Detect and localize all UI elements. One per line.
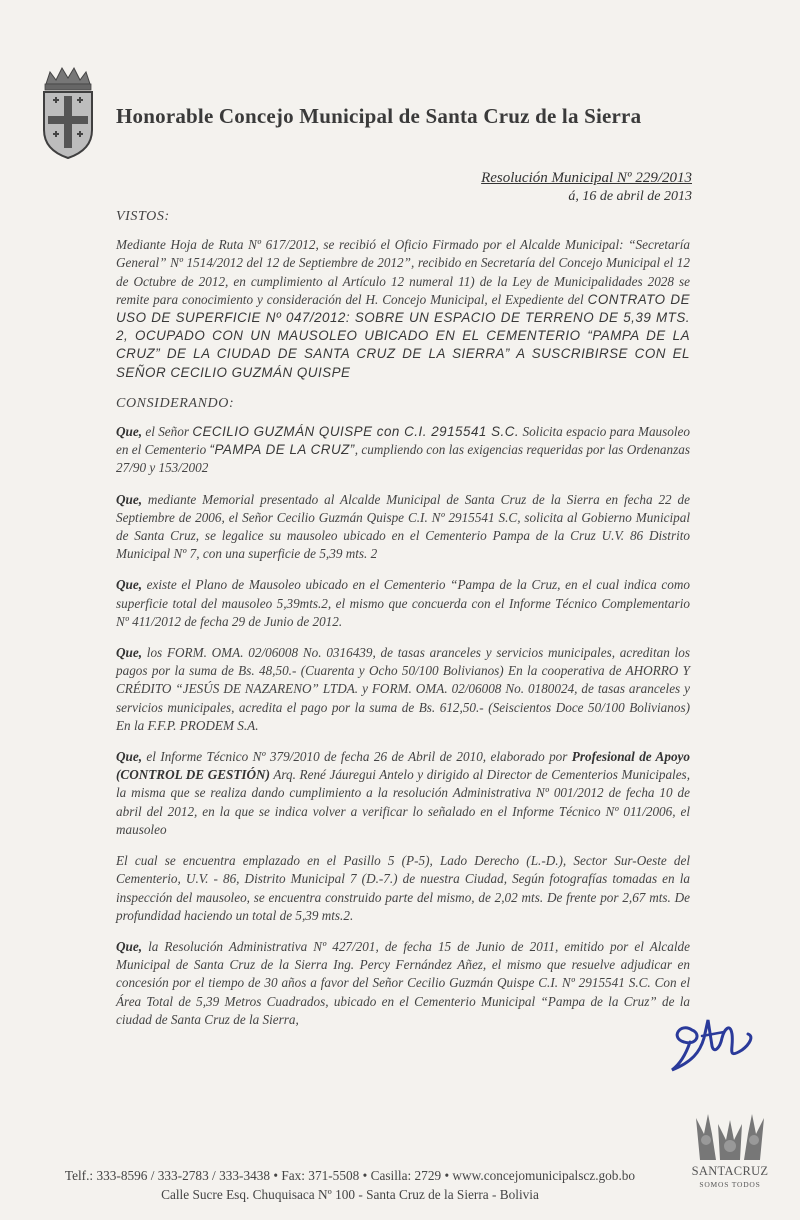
- considerando-paragraph-2: [116, 491, 690, 564]
- considerando-paragraph-6: El cual se encuentra emplazado en el Pasillo 5 (P-5), Lado Derecho (L.-D.), Sector Sur-Oeste del Cementerio, U.V. - 86, Distrito Municipal 7 (D.-7.) de nuestra Ciudad, Según fotografías tomadas en la inspección del mausoleo, se encuentra construido parte del mismo, de 2,02 mts. De frente por 2,67 mts. De profundidad haciendo un total de 5,39 mts.2.: [116, 853, 690, 923]
- considerando-heading: CONSIDERANDO:: [116, 395, 235, 411]
- document-body: [116, 208, 690, 1042]
- que-label: Que,: [116, 491, 143, 507]
- p7-text: la Resolución Administrativa Nº 427/201, de fecha 15 de Junio de 2011, emitido por el Alcalde Municipal de Santa Cruz de la Sierra Ing. Percy Fernández Añez, el mismo que resuelve adjudicar en concesión por el tiempo de 30 años a favor del Señor Cecilio Guzmán Quispe C.I. Nº 2915541 S.C. Con el Área Total de 5,39 Metros Cuadrados, ubicado en el Cementerio Municipal “Pampa de la Cruz” de la ciudad de Santa Cruz de la Sierra,: [116, 938, 690, 1027]
- p4-text: los FORM. OMA. 02/06008 No. 0316439, de tasas aranceles y servicios municipales, acreditan los pagos por la suma de Bs. 48,50.- (Cuarenta y Ocho 50/100 Bolivianos) En la cooperativa de AHORRO Y CRÉDITO “JESÚS DE NAZARENO” LTDA. y FORM. OMA. 02/06008 No. 0180024, de tasas aranceles y servicios municipales, acredita el pago por la suma de Bs. 612,50.- (Seiscientos Doce 50/100 Bolivianos) En la F.F.P. PRODEM S.A.: [116, 645, 690, 733]
- footer: [40, 1166, 660, 1204]
- p1-text-a: el Señor: [142, 424, 193, 440]
- que-label: Que,: [116, 577, 143, 593]
- p5-bold: Profesional de Apoyo (CONTROL DE GESTIÓN): [116, 749, 690, 783]
- p1-text-b: Solicita espacio para Mausoleo en el Cementerio: [116, 424, 690, 458]
- que-label: Que,: [116, 645, 143, 661]
- que-label: Que,: [116, 938, 143, 954]
- p3-text: existe el Plano de Mausoleo ubicado en el Cementerio “Pampa de la Cruz, en el cual indica como superficie total del mausoleo 5,39mts.2, el mismo que concuerda con el Informe Técnico Complementario Nº 411/2012 de fecha 29 de Junio de 2012.: [116, 577, 690, 629]
- p1-place: “PAMPA DE LA CRUZ”: [209, 442, 355, 458]
- resolution-date: á, 16 de abril de 2013: [568, 189, 692, 204]
- coat-of-arms-icon: [36, 66, 100, 162]
- contract-title: CONTRATO DE USO DE SUPERFICIE Nº 047/2012: SOBRE UN ESPACIO DE TERRENO DE 5,39 MTS. 2, OCUPADO CON UN MAUSOLEO UBICADO EN EL CEMENTERIO “PAMPA DE LA CRUZ” DE LA CIUDAD DE SANTA CRUZ DE LA SIERRA” A SUSCRIBIRSE CON EL SEÑOR CECILIO GUZMÁN QUISPE: [116, 291, 691, 380]
- p1-name: CECILIO GUZMÁN QUISPE con C.I. 2915541 S.C.: [192, 424, 520, 440]
- que-label: Que,: [116, 749, 143, 765]
- considerando-paragraph-3: [116, 576, 690, 631]
- vistos-paragraph: [116, 236, 690, 382]
- signature-mark: [662, 1008, 762, 1078]
- logo-text-primary: SANTACRUZ: [691, 1164, 769, 1178]
- logo-text-secondary: SOMOS TODOS: [699, 1180, 761, 1189]
- considerando-paragraph-4: [116, 644, 690, 735]
- p1-text-c: , cumpliendo con las exigencias requeridas por las Ordenanzas 27/90 y 153/2002: [116, 442, 690, 476]
- footer-address: Calle Sucre Esq. Chuquisaca Nº 100 - Santa Cruz de la Sierra - Bolivia: [161, 1187, 539, 1202]
- p5-text-b: Arq. René Jáuregui Antelo y dirigido al Director de Cementerios Municipales, la misma que se realiza dando cumplimiento a la resolución Administrativa Nº 001/2012 de fecha 10 de abril del 2012, en la que se indica volver a verificar lo señalado en el Informe Técnico Nº 011/2006, el mausoleo: [116, 767, 690, 837]
- resolution-block: [481, 170, 692, 205]
- footer-contact: Telf.: 333-8596 / 333-2783 / 333-3438 • Fax: 371-5508 • Casilla: 2729 • www.concejomunicipalscz.gob.bo: [64, 1168, 636, 1183]
- santa-cruz-logo-icon: [690, 1110, 770, 1164]
- considerando-paragraph-5: [116, 748, 690, 839]
- letterhead: [30, 62, 770, 162]
- organization-name: Honorable Concejo Municipal de Santa Cruz de la Sierra: [116, 104, 642, 128]
- que-label: Que,: [116, 424, 143, 440]
- vistos-heading: VISTOS:: [116, 209, 170, 224]
- vistos-text: Mediante Hoja de Ruta Nº 617/2012, se recibió el Oficio Firmado por el Alcalde Municipal: “Secretaría General” Nº 1514/2012 del 12 de Septiembre de 2012”, recibido en Secretaría del Concejo Municipal el 12 de Octubre de 2012, en cumplimiento al Artículo 12 numeral 11) de la Ley de Municipalidades 2028 se remite para conocimiento y consideración del H. Concejo Municipal, el Expediente del: [116, 237, 690, 307]
- considerando-paragraph-1: [116, 423, 690, 478]
- p2-text: mediante Memorial presentado al Alcalde Municipal de Santa Cruz de la Sierra en fecha 22 de Septiembre de 2006, el Señor Cecilio Guzmán Quispe C.I. Nº 2915541 S.C, solicita al Gobierno Municipal de Santa Cruz, se legalice su mausoleo ubicado en el Cementerio Pampa de la Cruz U.V. 86 Distrito Municipal Nº 7, con una superficie de 5,39 mts. 2: [116, 491, 690, 562]
- p5-text-a: el Informe Técnico Nº 379/2010 de fecha 26 de Abril de 2010, elaborado por: [142, 749, 572, 765]
- santa-cruz-logo: [690, 1110, 770, 1200]
- considerando-paragraph-7: [116, 938, 690, 1029]
- resolution-number: Resolución Municipal Nº 229/2013: [481, 170, 692, 186]
